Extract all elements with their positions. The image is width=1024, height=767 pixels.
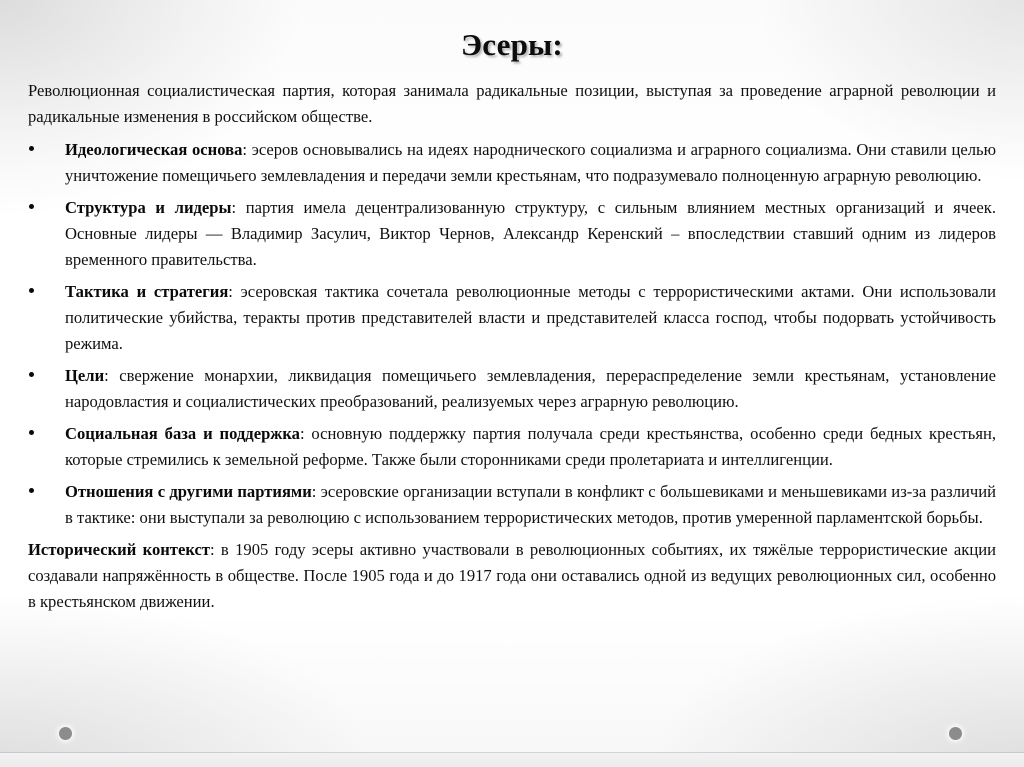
list-item-body: : свержение монархии, ликвидация помещичьего землевладения, перераспределение земли крестьянам, установление народовластия и социалистических преобразований, реализуемых через аграрную революцию.	[65, 366, 996, 411]
list-item-lead: Структура и лидеры	[65, 198, 232, 217]
bullet-dot-icon	[29, 488, 34, 493]
list-item-lead: Отношения с другими партиями	[65, 482, 312, 501]
bullet-dot-icon	[29, 372, 34, 377]
closing-paragraph	[28, 537, 996, 615]
list-item	[28, 421, 996, 473]
list-item	[28, 279, 996, 357]
list-item	[28, 363, 996, 415]
page-title: Эсеры:	[461, 26, 563, 62]
list-item	[28, 479, 996, 531]
list-item-body: : эсеров основывались на идеях народнического социализма и аграрного социализма. Они ставили целью уничтожение помещичьего землевладения и передачи земли крестьянам, что подразумевало полноценную аграрную революцию.	[65, 140, 997, 185]
nav-dot-previous[interactable]	[59, 727, 72, 740]
closing-lead: Исторический контекст	[28, 540, 210, 559]
list-item-lead: Идеологическая основа	[65, 140, 243, 159]
bullet-dot-icon	[29, 288, 34, 293]
list-item-lead: Цели	[65, 366, 105, 385]
list-item-body: : основную поддержку партия получала среди крестьянства, особенно среди бедных крестьян, которые стремились к земельной реформе. Также были сторонниками среди пролетариата и интеллигенции.	[65, 424, 996, 469]
list-item-lead: Тактика и стратегия	[65, 282, 229, 301]
footer-band	[0, 753, 1024, 767]
list-item	[28, 137, 996, 189]
intro-paragraph: Революционная социалистическая партия, которая занимала радикальные позиции, выступая за проведение аграрной революции и радикальные изменения в российском обществе.	[28, 81, 996, 126]
list-item	[28, 195, 996, 273]
bullet-dot-icon	[29, 430, 34, 435]
list-item-body: : партия имела децентрализованную структуру, с сильным влиянием местных организаций и ячеек. Основные лидеры — Владимир Засулич, Виктор Чернов, Александр Керенский – впоследствии ставший одним из лидеров временного правительства.	[65, 198, 996, 269]
bullet-list	[28, 137, 996, 531]
bullet-dot-icon	[29, 204, 34, 209]
closing-body: : в 1905 году эсеры активно участвовали в революционных событиях, их тяжёлые террористические акции создавали напряжённость в обществе. После 1905 года и до 1917 года они оставались одной из ведущих революционных сил, особенно в крестьянском движении.	[28, 540, 996, 611]
list-item-lead: Социальная база и поддержка	[65, 424, 300, 443]
list-item-body: : эсеровские организации вступали в конфликт с большевиками и меньшевиками из-за различий в тактике: они выступали за революцию с использованием террористических методов, против умеренной парламентской борьбы.	[65, 482, 996, 527]
slide-body	[28, 78, 996, 615]
bullet-dot-icon	[29, 146, 34, 151]
list-item-body: : эсеровская тактика сочетала революционные методы с террористическими актами. Они использовали политические убийства, теракты против представителей власти и представителей класса господ, чтобы подорвать устойчивость режима.	[65, 282, 996, 353]
nav-dot-next[interactable]	[949, 727, 962, 740]
